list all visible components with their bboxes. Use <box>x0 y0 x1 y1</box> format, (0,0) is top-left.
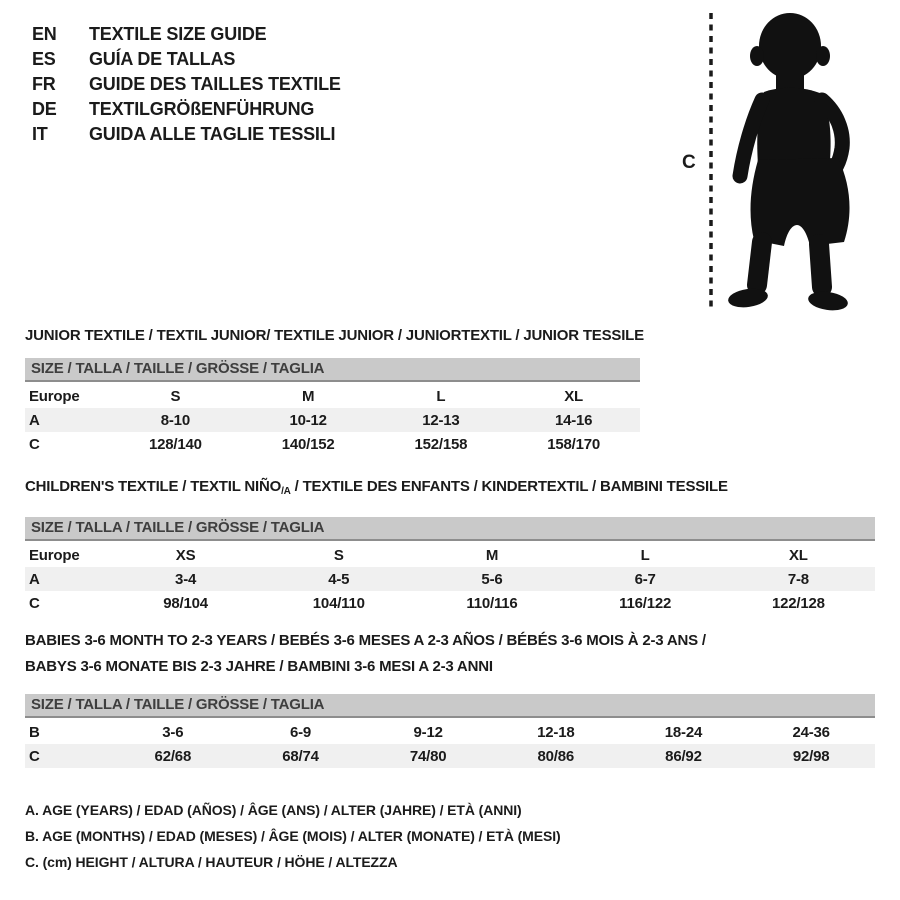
note-height-cm: C. (cm) HEIGHT / ALTURA / HAUTEUR / HÖHE / ALTEZZA <box>25 854 398 870</box>
row-label: C <box>29 747 40 765</box>
age-cell: 5-6 <box>481 570 503 588</box>
height-cell: 98/104 <box>163 594 208 612</box>
row-label: A <box>29 570 40 588</box>
row-label: Europe <box>29 546 80 564</box>
height-cell: 80/86 <box>537 747 575 765</box>
language-code: ES <box>32 49 56 69</box>
children-table-title <box>25 478 728 497</box>
height-cell: 104/110 <box>312 594 365 612</box>
height-cell: 68/74 <box>282 747 319 765</box>
language-list <box>32 22 341 147</box>
age-cell: 4-5 <box>328 570 350 588</box>
children-size-table <box>25 543 875 615</box>
age-cell: 9-12 <box>413 723 443 741</box>
size-cell: XL <box>564 387 584 405</box>
language-label: TEXTILE SIZE GUIDE <box>89 24 267 44</box>
height-cell: 116/122 <box>619 594 672 612</box>
language-row-en <box>32 22 341 47</box>
size-cell: L <box>436 387 446 405</box>
junior-size-table <box>25 384 640 456</box>
height-cell: 122/128 <box>771 594 825 612</box>
language-label: TEXTILGRÖßENFÜHRUNG <box>89 99 315 119</box>
babies-table-title <box>25 628 745 680</box>
height-measure-figure <box>658 4 886 318</box>
table-row <box>25 432 640 456</box>
row-label: Europe <box>29 387 80 405</box>
babies-title-line1: BABIES 3-6 MONTH TO 2-3 YEARS / BEBÉS 3-6 MESES A 2-3 AÑOS / BÉBÉS 3-6 MOIS À 2-3 ANS / <box>25 632 706 649</box>
babies-title-line2: BABYS 3-6 MONATE BIS 2-3 JAHRE / BAMBINI 3-6 MESI A 2-3 ANNI <box>25 658 493 675</box>
children-title-subscript: /A <box>281 486 291 497</box>
language-code: DE <box>32 99 57 119</box>
height-measure-label: C <box>682 152 696 173</box>
table-row <box>25 408 640 432</box>
size-cell: L <box>640 546 650 564</box>
language-code: EN <box>32 24 57 44</box>
height-cell: 92/98 <box>792 747 830 765</box>
size-cell: M <box>301 387 315 405</box>
size-cell: S <box>170 387 181 405</box>
age-cell: 6-9 <box>289 723 312 741</box>
height-cell: 62/68 <box>154 747 192 765</box>
age-cell: 12-13 <box>422 411 460 429</box>
size-cell: S <box>333 546 344 564</box>
language-row-de <box>32 97 341 122</box>
height-cell: 140/152 <box>281 435 335 453</box>
table-row <box>25 720 875 744</box>
age-cell: 6-7 <box>634 570 656 588</box>
size-cell: M <box>485 546 499 564</box>
language-label: GUIDE DES TAILLES TEXTILE <box>89 74 341 94</box>
age-cell: 12-18 <box>537 723 575 741</box>
height-cell: 110/116 <box>466 594 518 612</box>
language-row-it <box>32 122 341 147</box>
height-cell: 158/170 <box>547 435 601 453</box>
row-label: C <box>29 435 40 453</box>
age-cell: 7-8 <box>787 570 809 588</box>
size-cell: XL <box>788 546 808 564</box>
age-cell: 24-36 <box>792 723 830 741</box>
language-row-fr <box>32 72 341 97</box>
age-cell: 18-24 <box>664 723 703 741</box>
age-cell: 14-16 <box>554 411 593 429</box>
size-header-bar: SIZE / TALLA / TAILLE / GRÖSSE / TAGLIA <box>25 358 640 382</box>
table-row <box>25 543 875 567</box>
language-label: GUÍA DE TALLAS <box>89 49 236 69</box>
size-cell: XS <box>175 546 196 564</box>
table-row <box>25 591 875 615</box>
babies-size-table <box>25 720 875 768</box>
row-label: B <box>29 723 40 741</box>
language-code: IT <box>32 124 48 144</box>
row-label: C <box>29 594 40 612</box>
age-cell: 3-6 <box>162 723 184 741</box>
note-age-years: A. AGE (YEARS) / EDAD (AÑOS) / ÂGE (ANS) / ALTER (JAHRE) / ETÀ (ANNI) <box>25 802 522 818</box>
size-header-bar: SIZE / TALLA / TAILLE / GRÖSSE / TAGLIA <box>25 517 875 541</box>
table-row <box>25 744 875 768</box>
age-cell: 3-4 <box>175 570 197 588</box>
language-label: GUIDA ALLE TAGLIE TESSILI <box>89 124 336 144</box>
language-code: FR <box>32 74 56 94</box>
table-row <box>25 567 875 591</box>
children-title-pre: CHILDREN'S TEXTILE / TEXTIL NIÑO <box>25 478 282 495</box>
size-header-bar: SIZE / TALLA / TAILLE / GRÖSSE / TAGLIA <box>25 694 875 718</box>
junior-table-title: JUNIOR TEXTILE / TEXTIL JUNIOR/ TEXTILE JUNIOR / JUNIORTEXTIL / JUNIOR TESSILE <box>25 327 644 344</box>
age-cell: 10-12 <box>289 411 327 429</box>
height-cell: 152/158 <box>414 435 468 453</box>
height-cell: 128/140 <box>148 435 202 453</box>
table-row <box>25 384 640 408</box>
legend-notes <box>25 797 561 875</box>
row-label: A <box>29 411 40 429</box>
age-cell: 8-10 <box>160 411 190 429</box>
language-row-es <box>32 47 341 72</box>
height-cell: 74/80 <box>409 747 447 765</box>
baby-silhouette <box>727 13 850 313</box>
height-cell: 86/92 <box>665 747 702 765</box>
note-age-months: B. AGE (MONTHS) / EDAD (MESES) / ÂGE (MOIS) / ALTER (MONATE) / ETÀ (MESI) <box>25 828 561 844</box>
children-title-post: / TEXTILE DES ENFANTS / KINDERTEXTIL / BAMBINI TESSILE <box>290 478 728 495</box>
